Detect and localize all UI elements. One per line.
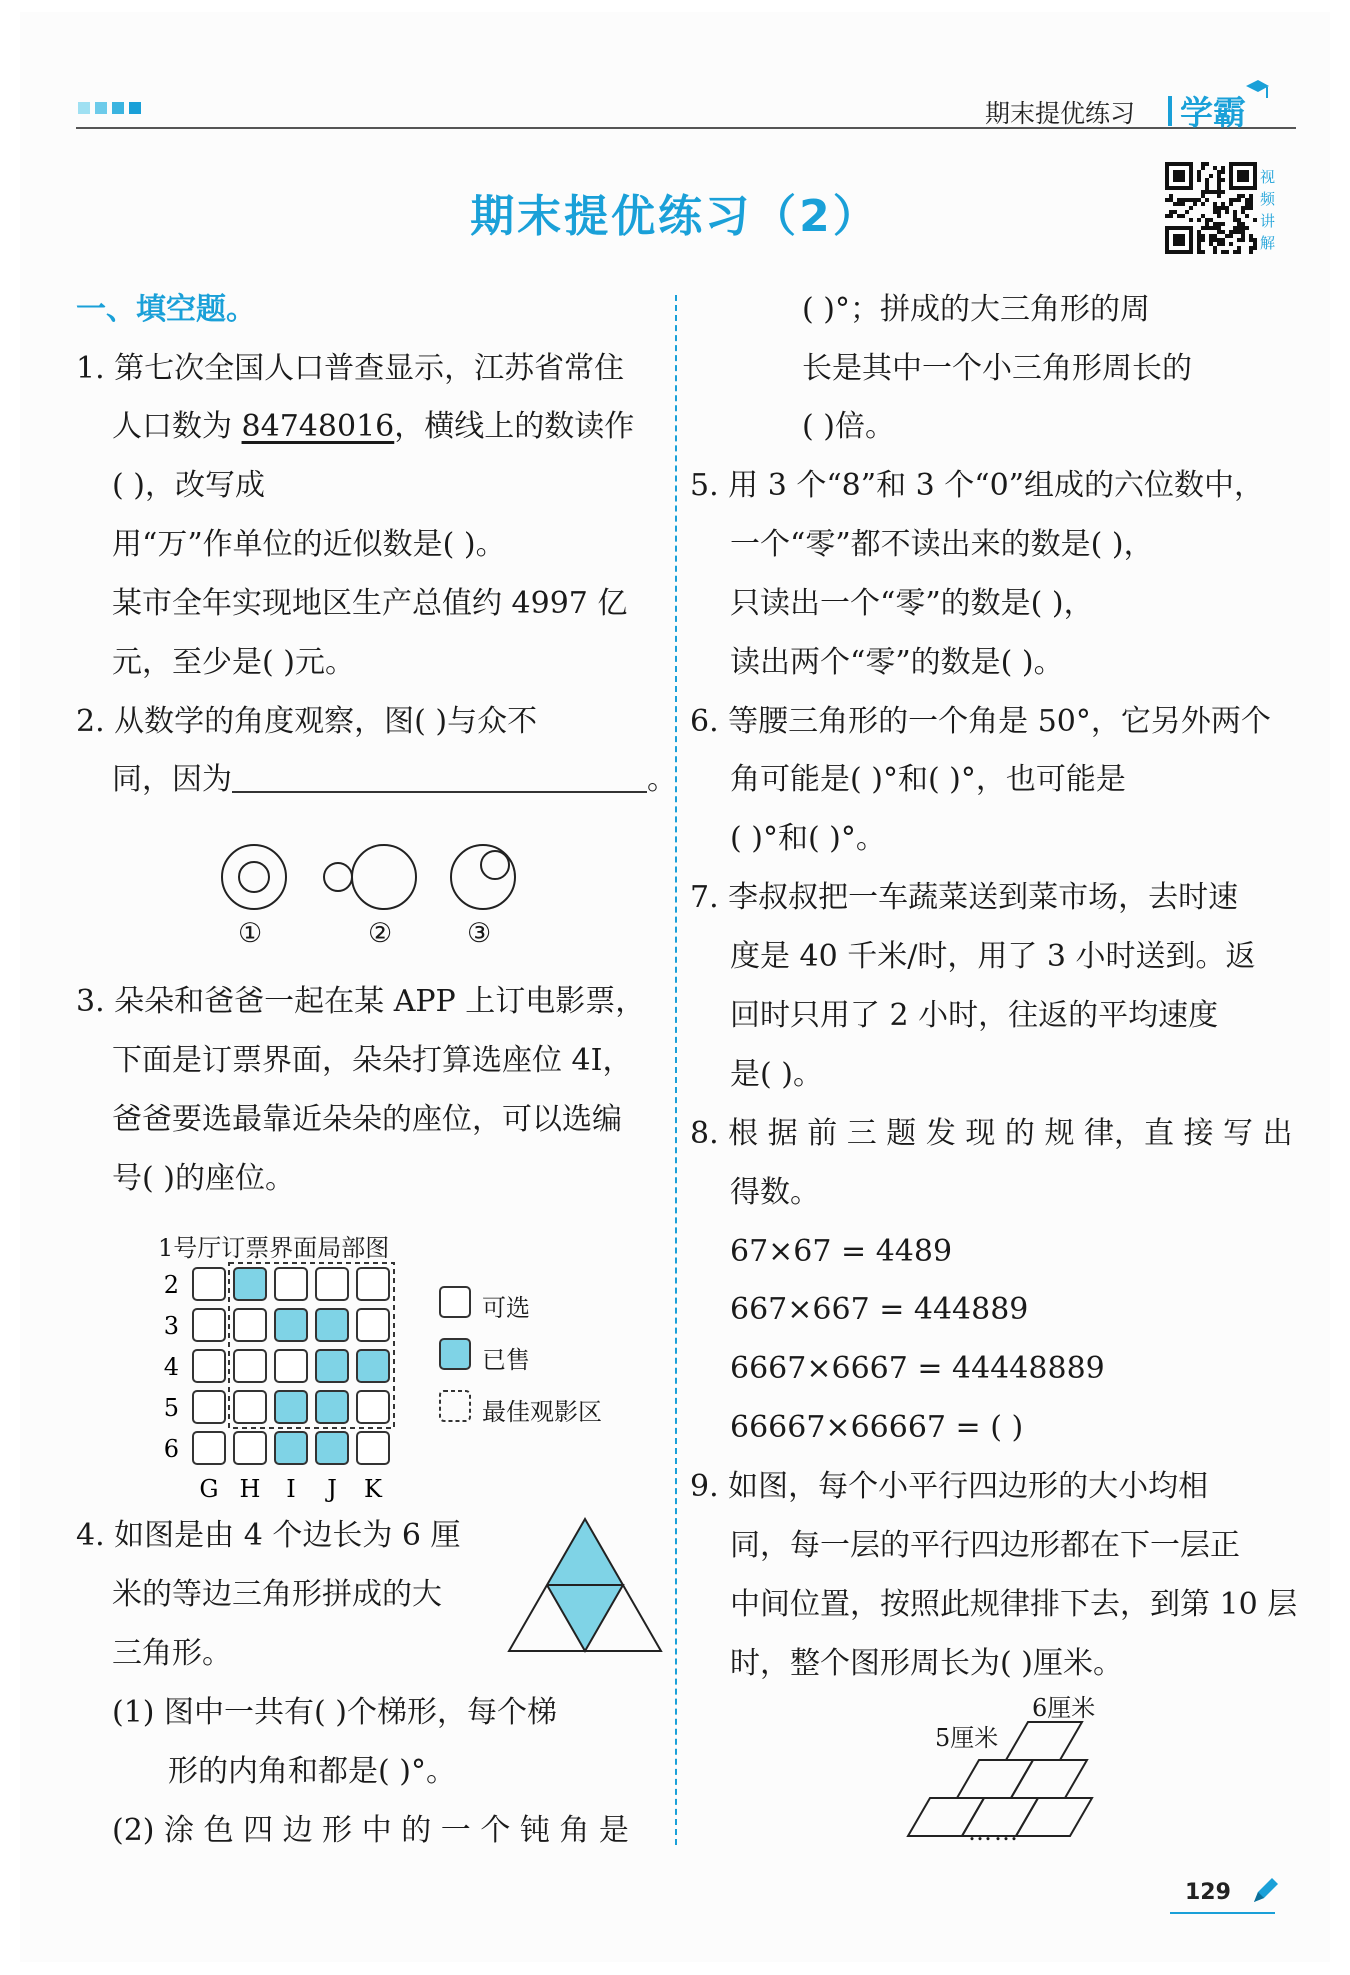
seat-map-title: 1号厅订票界面局部图 (158, 1234, 390, 1262)
seat-row-label: 2 (163, 1271, 179, 1299)
parallelogram-middle-2 (1011, 1760, 1087, 1798)
continuation-dots: …… (968, 1818, 1020, 1846)
q4-line1: 4. 如图是由 4 个边长为 6 厘 (76, 1518, 461, 1553)
legend-sold: 已售 (482, 1346, 530, 1374)
q6-line3: ( )°和( )°。 (730, 821, 886, 856)
column-divider (675, 295, 677, 1845)
seat-available[interactable] (193, 1309, 225, 1341)
circle-3-inner (481, 851, 509, 879)
seat-column-label: G (199, 1475, 219, 1502)
seat-column-label: H (239, 1475, 261, 1502)
q1-line1: 1. 第七次全国人口普查显示，江苏省常住 (76, 351, 625, 386)
seat-available[interactable] (193, 1432, 225, 1464)
circle-2-small (324, 863, 352, 891)
seat-available[interactable] (357, 1268, 389, 1300)
seat-sold (316, 1432, 348, 1464)
seat-available[interactable] (357, 1309, 389, 1341)
seat-sold (316, 1309, 348, 1341)
q6-line2: 角可能是( )°和( )°，也可能是 (730, 762, 1126, 797)
q1-line5: 某市全年实现地区生产总值约 4997 亿 (112, 586, 628, 621)
q1-line2: 人口数为 84748016，横线上的数读作 (112, 409, 635, 444)
figure-label-1: ① (238, 918, 263, 949)
seat-sold (275, 1432, 307, 1464)
seat-sold (357, 1350, 389, 1382)
q3-line2: 下面是订票界面，朵朵打算选座位 4I， (112, 1043, 633, 1078)
q9-line4: 时，整个图形周长为( )厘米。 (730, 1646, 1123, 1681)
q8-equation-2: 667×667 = 444889 (730, 1292, 1029, 1327)
page-title: 期末提优练习（2） (470, 191, 880, 242)
circle-1-inner (239, 862, 269, 892)
header-section-title: 期末提优练习 (985, 99, 1136, 128)
seat-available[interactable] (193, 1268, 225, 1300)
parallelogram-top (1006, 1722, 1082, 1760)
triangle-figure (505, 1515, 665, 1655)
graduation-cap-icon (1244, 78, 1270, 100)
q7-line4: 是( )。 (730, 1057, 823, 1092)
figure-label-3: ③ (467, 918, 492, 949)
q4-sub1-line1: (1) 图中一共有( )个梯形，每个梯 (112, 1695, 557, 1730)
qr-label: 视频讲解 (1260, 168, 1276, 252)
legend-best-swatch (440, 1391, 470, 1421)
seat-legend-icons (438, 1285, 474, 1425)
underlined-number: 84748016 (241, 409, 395, 444)
seat-map (155, 1262, 405, 1502)
answer-blank (232, 761, 647, 793)
q9-line1: 9. 如图，每个小平行四边形的大小均相 (690, 1469, 1209, 1504)
legend-available: 可选 (482, 1294, 530, 1322)
q2-line2: 同，因为 。 (112, 762, 677, 797)
legend-available-swatch (440, 1287, 470, 1317)
seat-available[interactable] (193, 1391, 225, 1423)
seat-available[interactable] (357, 1391, 389, 1423)
seat-sold (234, 1268, 266, 1300)
circle-1-outer (222, 845, 286, 909)
seat-column-label: K (364, 1475, 382, 1502)
seat-available[interactable] (275, 1350, 307, 1382)
q5-line2: 一个“零”都不读出来的数是( )， (730, 527, 1154, 562)
q7-line3: 回时只用了 2 小时，往返的平均速度 (730, 998, 1219, 1033)
pencil-icon (1250, 1876, 1280, 1906)
seat-sold (275, 1391, 307, 1423)
page-number-rule (1170, 1912, 1275, 1914)
q5-line3: 只读出一个“零”的数是( )， (730, 586, 1094, 621)
q4-line2: 米的等边三角形拼成的大 (112, 1577, 442, 1612)
q8-equation-4: 66667×66667 = ( ) (730, 1410, 1024, 1445)
q8-line2: 得数。 (730, 1175, 820, 1210)
page-number: 129 (1185, 1880, 1231, 1905)
q8-equation-3: 6667×6667 = 44448889 (730, 1351, 1105, 1386)
q1-line6: 元，至少是( )元。 (112, 645, 355, 680)
q2-line1: 2. 从数学的角度观察，图( )与众不 (76, 704, 538, 739)
seat-sold (316, 1350, 348, 1382)
q3-line4: 号( )的座位。 (112, 1161, 295, 1196)
seat-row-label: 6 (163, 1435, 179, 1463)
q7-line2: 度是 40 千米/时，用了 3 小时送到。返 (730, 939, 1256, 974)
legend-sold-swatch (440, 1339, 470, 1369)
seat-row-label: 4 (163, 1353, 179, 1381)
section-heading: 一、填空题。 (76, 292, 256, 327)
circles-figure (210, 835, 530, 925)
header-divider-bar (1168, 96, 1172, 126)
seat-available[interactable] (234, 1309, 266, 1341)
q4-cont-line3: ( )倍。 (802, 409, 895, 444)
qr-code-icon[interactable] (1165, 162, 1257, 254)
header-squares (78, 102, 141, 114)
label-5cm: 5厘米 (935, 1724, 999, 1752)
seat-available[interactable] (357, 1432, 389, 1464)
q9-line3: 中间位置，按照此规律排下去，到第 10 层 (730, 1587, 1298, 1622)
q8-line1: 8. 根 据 前 三 题 发 现 的 规 律，直 接 写 出 (690, 1116, 1293, 1151)
q3-line3: 爸爸要选最靠近朵朵的座位，可以选编 (112, 1102, 622, 1137)
seat-available[interactable] (193, 1350, 225, 1382)
seat-available[interactable] (234, 1432, 266, 1464)
q1-line4: 用“万”作单位的近似数是( )。 (112, 527, 506, 562)
q4-cont-line1: ( )°；拼成的大三角形的周 (802, 292, 1150, 327)
seat-sold (316, 1391, 348, 1423)
seat-available[interactable] (316, 1268, 348, 1300)
seat-sold (275, 1309, 307, 1341)
seat-column-label: I (286, 1475, 296, 1502)
seat-column-label: J (327, 1475, 337, 1502)
q6-line1: 6. 等腰三角形的一个角是 50°，它另外两个 (690, 704, 1271, 739)
q7-line1: 7. 李叔叔把一车蔬菜送到菜市场，去时速 (690, 880, 1239, 915)
q4-sub2-line1: (2) 涂 色 四 边 形 中 的 一 个 钝 角 是 (112, 1813, 629, 1848)
header-brand: 学霸 (1180, 93, 1246, 132)
seat-row-label: 3 (163, 1312, 179, 1340)
q8-equation-1: 67×67 = 4489 (730, 1234, 953, 1269)
figure-label-2: ② (368, 918, 393, 949)
seat-row-label: 5 (163, 1394, 179, 1422)
seat-available[interactable] (234, 1391, 266, 1423)
q5-line4: 读出两个“零”的数是( )。 (730, 645, 1064, 680)
label-6cm: 6厘米 (1032, 1694, 1096, 1722)
q1-line3: ( )，改写成 (112, 468, 265, 503)
q9-line2: 同，每一层的平行四边形都在下一层正 (730, 1528, 1240, 1563)
seat-available[interactable] (234, 1350, 266, 1382)
parallelogram-bottom-3 (1016, 1798, 1092, 1836)
q4-sub1-line2: 形的内角和都是( )°。 (168, 1754, 456, 1789)
q4-cont-line2: 长是其中一个小三角形周长的 (802, 351, 1192, 386)
legend-best: 最佳观影区 (482, 1398, 602, 1426)
q4-line3: 三角形。 (112, 1636, 232, 1671)
q5-line1: 5. 用 3 个“8”和 3 个“0”组成的六位数中， (690, 468, 1264, 503)
seat-available[interactable] (275, 1268, 307, 1300)
q3-line1: 3. 朵朵和爸爸一起在某 APP 上订电影票， (76, 984, 646, 1019)
circle-2-large (352, 845, 416, 909)
